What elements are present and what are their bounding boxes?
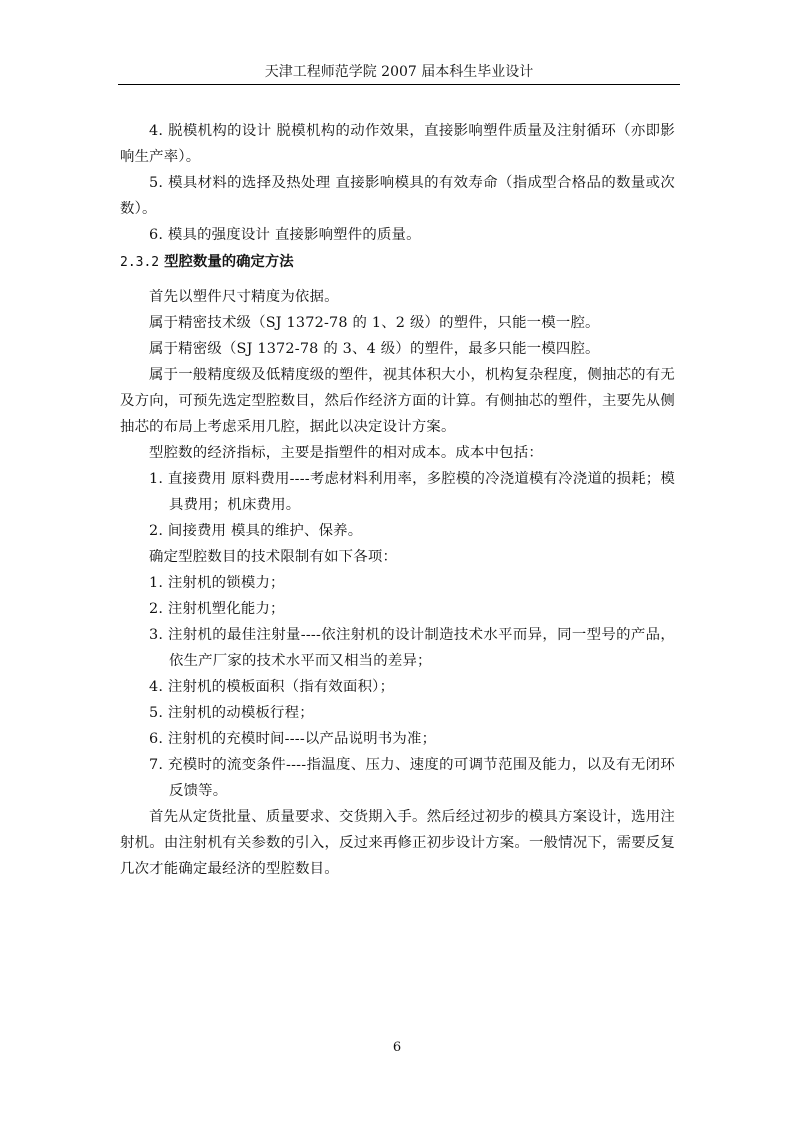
paragraph: 首先以塑件尺寸精度为依据。	[149, 289, 339, 305]
section-body	[120, 284, 675, 882]
limit-item: 7. 充模时的流变条件----指温度、压力、速度的可调节范围及能力，以及有无闭环反馈等。	[149, 757, 675, 799]
intro-item-6: 6. 模具的强度设计 直接影响塑件的质量。	[149, 227, 421, 243]
intro-item-4: 4. 脱模机构的设计 脱模机构的动作效果，直接影响塑件质量及注射循环（亦即影响生产率）。	[120, 123, 675, 165]
cost-item: 1. 直接费用 原料费用----考虑材料利用率，多腔模的冷浇道模有冷浇道的损耗；模具费用；机床费用。	[149, 471, 675, 513]
cost-item: 2. 间接费用 模具的维护、保养。	[149, 523, 363, 539]
paragraph: 属于精密级（SJ 1372-78 的 3、4 级）的塑件，最多只能一模四腔。	[149, 341, 600, 357]
intro-item-5: 5. 模具材料的选择及热处理 直接影响模具的有效寿命（指成型合格品的数量或次数）。	[120, 175, 675, 217]
paragraph: 属于一般精度级及低精度级的塑件，视其体积大小，机构复杂程度，侧抽芯的有无及方向，可预先选定型腔数目，然后作经济方面的计算。有侧抽芯的塑件，主要先从侧抽芯的布局上考虑采用几腔，据此以决定设计方案。	[120, 367, 675, 435]
section-title: 型腔数量的确定方法	[164, 253, 294, 270]
page-number: 6	[392, 1040, 402, 1055]
paragraph: 确定型腔数目的技术限制有如下各项：	[149, 549, 398, 565]
limit-item: 5. 注射机的动模板行程；	[149, 705, 314, 721]
section-number: 2.3.2	[120, 255, 160, 270]
paragraph: 型腔数的经济指标，主要是指塑件的相对成本。成本中包括：	[149, 445, 543, 461]
header-rule	[118, 84, 680, 85]
intro-list	[120, 118, 675, 248]
limit-item: 6. 注射机的充模时间----以产品说明书为准；	[149, 731, 437, 747]
section-heading	[120, 249, 294, 276]
paragraph: 首先从定货批量、质量要求、交货期入手。然后经过初步的模具方案设计，选用注射机。由注射机有关参数的引入，反过来再修正初步设计方案。一般情况下，需要反复几次才能确定最经济的型腔数目。	[120, 809, 675, 877]
limit-item: 1. 注射机的锁模力；	[149, 575, 285, 591]
paragraph: 属于精密技术级（SJ 1372-78 的 1、2 级）的塑件，只能一模一腔。	[149, 315, 600, 331]
limit-item: 4. 注射机的模板面积（指有效面积）；	[149, 679, 395, 695]
limit-item: 2. 注射机塑化能力；	[149, 601, 285, 617]
page-header: 天津工程师范学院 2007 届本科生毕业设计	[264, 64, 534, 80]
limit-item: 3. 注射机的最佳注射量----依注射机的设计制造技术水平而异，同一型号的产品，依生产厂家的技术水平而又相当的差异；	[149, 627, 675, 669]
